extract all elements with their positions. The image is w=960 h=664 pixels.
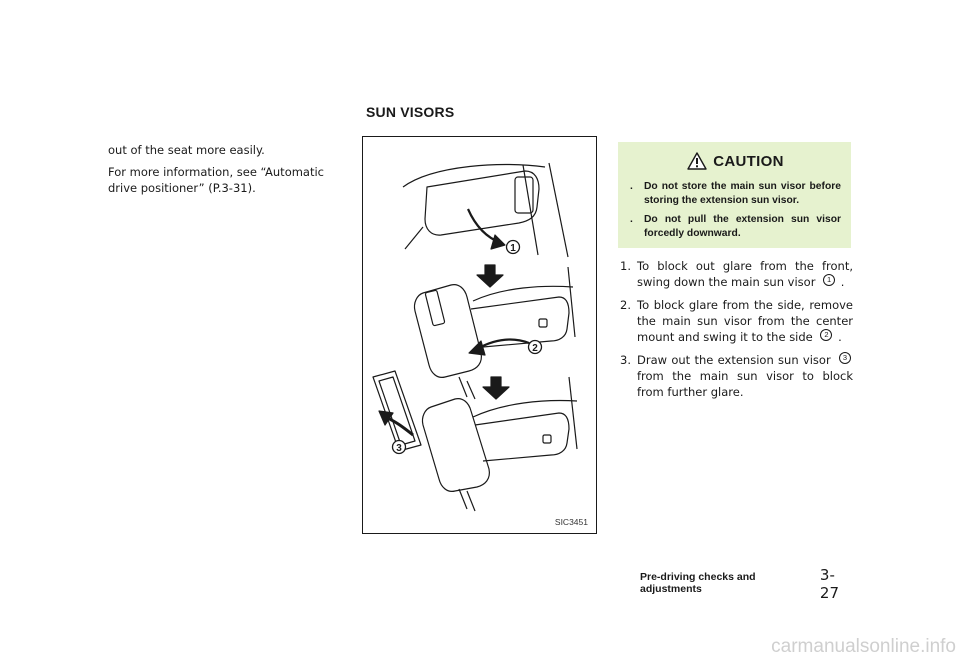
section-title: SUN VISORS <box>366 104 455 120</box>
pillar-line-1 <box>523 165 538 255</box>
paragraph-continuation: out of the seat more easily. <box>108 143 265 157</box>
hook-2 <box>539 319 547 327</box>
step-text-after: from the main sun visor to block from further glare. <box>637 369 853 399</box>
main-visor-2 <box>414 285 481 378</box>
step-text: Draw out the extension sun visor <box>637 353 831 367</box>
svg-text:1: 1 <box>510 243 516 254</box>
headliner-panel-3 <box>475 413 569 461</box>
instruction-steps <box>620 258 853 407</box>
left-column <box>108 142 348 202</box>
step-text: To block glare from the side, remove the main sun visor from the center mount and swing it to the side <box>637 298 853 344</box>
down-arrow-2 <box>483 377 509 399</box>
page-footer <box>640 566 852 602</box>
watermark: carmanualsonline.info <box>771 636 956 657</box>
bullet: . <box>630 181 633 192</box>
sun-visor-drawing <box>363 137 598 535</box>
caution-title: CAUTION <box>713 152 784 170</box>
footer-section-name: Pre-driving checks and adjustments <box>640 571 756 595</box>
headliner-line-3 <box>473 401 577 417</box>
step-text-after: . <box>838 330 842 344</box>
bullet: . <box>630 214 633 225</box>
step-number: 2. <box>620 298 631 312</box>
caution-item <box>630 180 841 208</box>
step-number: 1. <box>620 259 631 273</box>
arrow-2 <box>469 341 485 355</box>
warning-triangle-icon <box>687 152 707 170</box>
pillar-line-2 <box>568 267 575 337</box>
callout-3 <box>393 441 406 455</box>
step-item <box>620 352 853 400</box>
headliner-edge-1 <box>405 227 423 249</box>
headliner-line-2 <box>473 286 573 301</box>
step-callout-ref: 1 <box>823 274 835 286</box>
page-number: 3-27 <box>819 566 840 602</box>
caution-item-text: Do not store the main sun visor before storing the extension sun visor. <box>644 181 841 206</box>
pillar-line-3 <box>569 377 577 449</box>
arrow-3 <box>379 411 393 425</box>
paragraph-reference: For more information, see “Automatic drive positioner” (P.3-31). <box>108 165 325 195</box>
callout-1 <box>507 241 520 255</box>
hook-3 <box>543 435 551 443</box>
arrow-1 <box>491 235 505 249</box>
pillar-base-2 <box>459 377 467 397</box>
pillar-base-3 <box>459 489 467 509</box>
callout-2 <box>529 341 542 355</box>
down-arrow-1 <box>477 265 503 287</box>
pillar-line-1b <box>549 163 568 257</box>
pillar-base-2b <box>467 381 475 399</box>
step-text-after: . <box>840 275 845 289</box>
svg-text:2: 2 <box>532 343 538 354</box>
caution-item <box>630 213 841 241</box>
step-item <box>620 258 853 290</box>
caution-header <box>630 152 841 170</box>
step-number: 3. <box>620 353 631 367</box>
mirror-2 <box>425 290 445 326</box>
main-visor-1 <box>425 171 539 235</box>
caution-item-text: Do not pull the extension sun visor forcedly downward. <box>644 214 841 239</box>
pillar-base-3b <box>467 491 475 511</box>
step-callout-ref: 2 <box>820 329 832 341</box>
main-visor-3 <box>422 399 489 492</box>
caution-box <box>618 142 851 248</box>
step-callout-ref: 3 <box>839 352 851 364</box>
sun-visor-illustration <box>362 136 597 534</box>
step-item <box>620 297 853 345</box>
svg-text:3: 3 <box>396 443 402 454</box>
step-text: To block out glare from the front, swing down the main sun visor <box>637 259 853 289</box>
caution-list <box>630 180 841 241</box>
figure-code: SIC3451 <box>554 517 588 527</box>
